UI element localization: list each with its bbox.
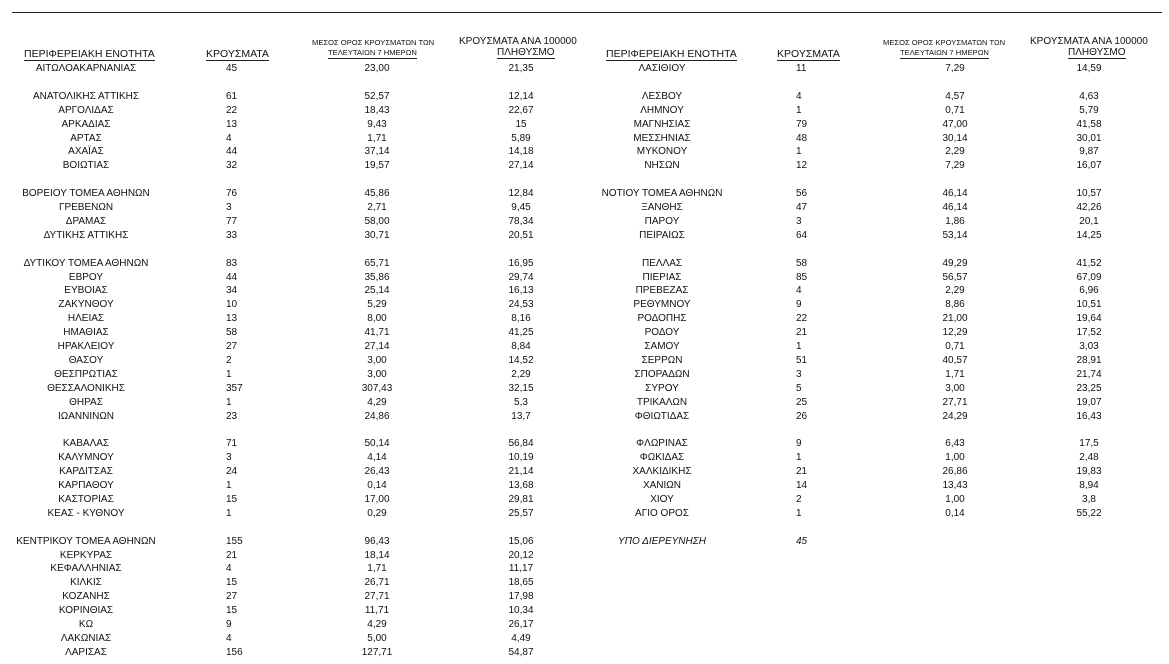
left-region-cell: ΖΑΚΥΝΘΟΥ xyxy=(58,299,114,311)
left-region-cell: ΚΑΡΠΑΘΟΥ xyxy=(58,480,114,491)
right-cases-cell: 3 xyxy=(796,215,802,227)
left-avg7-cell: 4,29 xyxy=(367,396,387,408)
right-per100k-cell: 2,48 xyxy=(1079,452,1099,464)
right-per100k-cell: 10,57 xyxy=(1076,188,1102,200)
left-region-cell: ΔΥΤΙΚΗΣ ΑΤΤΙΚΗΣ xyxy=(43,229,129,241)
left-per100k-cell: 8,16 xyxy=(511,313,531,325)
right-avg7-cell: 7,29 xyxy=(945,63,965,74)
right-region-cell: ΦΛΩΡΙΝΑΣ xyxy=(636,438,688,450)
left-avg7-cell: 307,43 xyxy=(361,382,393,394)
left-avg7-cell: 4,14 xyxy=(367,452,387,464)
right-region-cell: ΦΘΙΩΤΙΔΑΣ xyxy=(634,410,690,422)
left-per100k-cell: 27,14 xyxy=(508,160,534,172)
left-per100k-cell: 15,06 xyxy=(508,535,534,547)
left-header-avg-line1: ΜΕΣΟΣ ΟΡΟΣ ΚΡΟΥΣΜΑΤΩΝ ΤΩΝ xyxy=(312,38,435,47)
left-per100k-cell: 10,34 xyxy=(508,605,534,617)
left-region-cell: ΕΒΡΟΥ xyxy=(68,271,104,283)
left-cases-cell: 21 xyxy=(226,549,238,561)
right-region-cell: ΡΟΔΟΠΗΣ xyxy=(637,313,687,325)
right-region-cell: ΛΑΣΙΘΙΟΥ xyxy=(638,63,686,74)
left-per100k-cell: 56,84 xyxy=(508,438,534,450)
right-avg7-cell: 40,57 xyxy=(942,354,968,366)
left-region-cell: ΗΜΑΘΙΑΣ xyxy=(63,327,109,339)
left-region-cell: ΚΑΣΤΟΡΙΑΣ xyxy=(58,493,114,505)
right-region-cell: ΣΥΡΟΥ xyxy=(645,382,679,394)
left-region-cell: ΘΕΣΠΡΩΤΙΑΣ xyxy=(54,368,118,380)
right-avg7-cell: 56,57 xyxy=(942,271,968,283)
right-region-cell: ΧΑΝΙΩΝ xyxy=(642,480,682,491)
left-avg7-cell: 17,00 xyxy=(364,493,390,505)
left-cases-cell: 71 xyxy=(226,438,238,450)
left-region-cell: ΚΕΦΑΛΛΗΝΙΑΣ xyxy=(50,563,122,575)
right-region-cell: ΣΕΡΡΩΝ xyxy=(641,354,683,366)
right-per100k-cell: 19,64 xyxy=(1076,313,1102,325)
left-region-cell: ΔΡΑΜΑΣ xyxy=(65,215,107,227)
left-cases-cell: 58 xyxy=(226,327,238,339)
left-per100k-cell: 14,52 xyxy=(508,354,534,366)
left-region-cell: ΕΥΒΟΙΑΣ xyxy=(64,285,108,297)
left-region-cell: ΘΕΣΣΑΛΟΝΙΚΗΣ xyxy=(47,382,125,394)
right-avg7-cell: 0,71 xyxy=(945,104,965,116)
left-cases-cell: 44 xyxy=(226,271,238,283)
top-rule xyxy=(12,12,1162,13)
left-cases-cell: 3 xyxy=(226,452,232,464)
left-region-cell: ΑΙΤΩΛΟΑΚΑΡΝΑΝΙΑΣ xyxy=(35,63,137,74)
right-cases-cell: 11 xyxy=(796,63,807,74)
left-cases-cell: 15 xyxy=(226,493,238,505)
left-avg7-cell: 8,00 xyxy=(367,313,387,325)
right-avg7-cell xyxy=(910,536,1000,547)
right-avg7-cell: 12,29 xyxy=(942,327,968,339)
left-avg7-cell: 58,00 xyxy=(364,215,390,227)
right-per100k-cell: 21,74 xyxy=(1076,368,1102,380)
left-cases-cell: 1 xyxy=(226,507,232,519)
right-avg7-cell: 1,00 xyxy=(945,452,965,464)
right-per100k-cell: 9,87 xyxy=(1079,146,1099,158)
right-cases-cell: 9 xyxy=(796,438,802,450)
left-per100k-cell: 21,35 xyxy=(508,63,534,74)
left-cases-cell: 32 xyxy=(226,160,238,172)
left-cases-cell: 1 xyxy=(226,368,232,380)
right-region-cell: ΠΙΕΡΙΑΣ xyxy=(642,271,682,283)
left-cases-cell: 9 xyxy=(226,619,232,630)
right-per100k-cell: 17,5 xyxy=(1079,438,1099,450)
left-region-cell: ΚΕΝΤΡΙΚΟΥ ΤΟΜΕΑ ΑΘΗΝΩΝ xyxy=(16,535,156,547)
left-per100k-cell: 8,84 xyxy=(511,341,531,352)
left-cases-cell: 61 xyxy=(226,90,238,102)
left-cases-cell: 77 xyxy=(226,215,238,227)
right-avg7-cell: 0,71 xyxy=(945,341,965,352)
right-region-cell: ΝΗΣΩΝ xyxy=(644,160,680,172)
right-cases-cell: 45 xyxy=(796,535,808,547)
left-cases-cell: 3 xyxy=(226,202,232,213)
right-per100k-cell: 14,59 xyxy=(1076,63,1102,74)
right-avg7-cell: 1,71 xyxy=(945,368,965,380)
right-per100k-cell: 10,51 xyxy=(1076,299,1102,311)
right-cases-cell: 14 xyxy=(796,480,808,491)
left-cases-cell: 156 xyxy=(226,646,243,658)
left-avg7-cell: 41,71 xyxy=(364,327,390,339)
right-region-cell: ΛΕΣΒΟΥ xyxy=(641,90,683,102)
right-cases-cell: 21 xyxy=(796,327,808,339)
left-cases-cell: 13 xyxy=(226,118,238,130)
left-region-cell: ΗΛΕΙΑΣ xyxy=(67,313,105,325)
right-cases-cell: 47 xyxy=(796,202,808,213)
left-per100k-cell: 12,14 xyxy=(508,90,534,102)
right-region-cell: ΠΕΙΡΑΙΩΣ xyxy=(639,229,685,241)
left-region-cell: ΛΑΡΙΣΑΣ xyxy=(65,646,107,658)
left-avg7-cell: 127,71 xyxy=(361,646,393,658)
right-avg7-cell: 53,14 xyxy=(942,229,968,241)
left-region-cell: ΚΑΒΑΛΑΣ xyxy=(62,438,110,450)
right-avg7-cell: 2,29 xyxy=(945,285,965,297)
left-per100k-cell: 15 xyxy=(515,118,527,130)
right-region-cell: ΠΑΡΟΥ xyxy=(644,215,680,227)
left-avg7-cell: 3,00 xyxy=(367,368,387,380)
left-region-cell: ΑΝΑΤΟΛΙΚΗΣ ΑΤΤΙΚΗΣ xyxy=(32,90,140,102)
left-cases-cell: 15 xyxy=(226,577,238,589)
left-region-cell: ΑΡΓΟΛΙΔΑΣ xyxy=(58,104,114,116)
right-region-cell: ΧΑΛΚΙΔΙΚΗΣ xyxy=(632,466,692,478)
left-avg7-cell: 25,14 xyxy=(364,285,390,297)
left-cases-cell: 23 xyxy=(226,410,238,422)
right-region-cell: ΦΩΚΙΔΑΣ xyxy=(639,452,685,464)
right-avg7-cell: 49,29 xyxy=(942,257,968,269)
left-cases-cell: 1 xyxy=(226,480,232,491)
right-avg7-cell: 26,86 xyxy=(942,466,968,478)
left-header-per100k-line2: ΠΛΗΘΥΣΜΟ xyxy=(497,47,555,58)
left-cases-cell: 76 xyxy=(226,188,238,200)
right-per100k-cell: 19,83 xyxy=(1076,466,1102,478)
left-avg7-cell: 1,71 xyxy=(367,132,387,144)
left-per100k-cell: 22,67 xyxy=(508,104,534,116)
left-cases-cell: 15 xyxy=(226,605,238,617)
left-avg7-cell: 5,00 xyxy=(367,632,387,644)
left-region-cell: ΘΑΣΟΥ xyxy=(68,354,104,366)
right-cases-cell: 1 xyxy=(796,104,802,116)
left-region-cell: ΘΗΡΑΣ xyxy=(69,396,103,408)
right-per100k-cell: 3,03 xyxy=(1079,341,1099,352)
right-per100k-cell: 6,96 xyxy=(1079,285,1099,297)
left-region-cell: ΑΡΚΑΔΙΑΣ xyxy=(61,118,111,130)
left-region-cell: ΒΟΡΕΙΟΥ ΤΟΜΕΑ ΑΘΗΝΩΝ xyxy=(22,188,150,200)
right-header-region: ΠΕΡΙΦΕΡΕΙΑΚΗ ΕΝΟΤΗΤΑ xyxy=(606,48,737,60)
left-region-cell: ΛΑΚΩΝΙΑΣ xyxy=(60,632,112,644)
right-region-cell: ΧΙΟΥ xyxy=(650,493,674,505)
right-avg7-cell: 7,29 xyxy=(945,160,965,172)
right-avg7-cell: 30,14 xyxy=(942,132,968,144)
right-region-cell: ΥΠΟ ΔΙΕΡΕΥΝΗΣΗ xyxy=(618,535,706,547)
left-per100k-cell: 2,29 xyxy=(511,368,531,380)
left-avg7-cell: 1,71 xyxy=(367,563,387,575)
left-avg7-cell: 27,71 xyxy=(364,591,390,603)
left-cases-cell: 83 xyxy=(226,257,238,269)
left-header-avg-line2: ΤΕΛΕΥΤΑΙΩΝ 7 ΗΜΕΡΩΝ xyxy=(328,48,417,57)
right-cases-cell: 1 xyxy=(796,146,802,158)
right-per100k-cell: 55,22 xyxy=(1076,507,1102,519)
left-region-cell: ΗΡΑΚΛΕΙΟΥ xyxy=(57,341,115,352)
right-region-cell: ΑΓΙΟ ΟΡΟΣ xyxy=(635,507,689,519)
left-avg7-cell: 30,71 xyxy=(364,229,390,241)
left-region-cell: ΒΟΙΩΤΙΑΣ xyxy=(62,160,110,172)
left-avg7-cell: 18,43 xyxy=(364,104,390,116)
right-per100k-cell: 8,94 xyxy=(1079,480,1099,491)
right-avg7-cell: 27,71 xyxy=(942,396,968,408)
left-region-cell: ΚΩ xyxy=(78,619,94,630)
left-avg7-cell: 37,14 xyxy=(364,146,390,158)
left-avg7-cell: 5,29 xyxy=(367,299,387,311)
left-per100k-cell: 24,53 xyxy=(508,299,534,311)
left-cases-cell: 27 xyxy=(226,341,238,352)
left-region-cell: ΚΕΑΣ - ΚΥΘΝΟΥ xyxy=(47,507,125,519)
left-per100k-cell: 9,45 xyxy=(511,202,531,213)
left-region-cell: ΚΙΛΚΙΣ xyxy=(70,577,102,589)
right-region-cell: ΜΑΓΝΗΣΙΑΣ xyxy=(633,118,691,130)
right-avg7-cell: 13,43 xyxy=(942,480,968,491)
left-cases-cell: 357 xyxy=(226,382,243,394)
left-cases-cell: 10 xyxy=(226,299,238,311)
left-cases-cell: 155 xyxy=(226,535,243,547)
right-cases-cell: 4 xyxy=(796,90,802,102)
left-avg7-cell: 26,71 xyxy=(364,577,390,589)
left-per100k-cell: 14,18 xyxy=(508,146,534,158)
right-per100k-cell: 14,25 xyxy=(1076,229,1102,241)
right-region-cell: ΡΟΔΟΥ xyxy=(644,327,680,339)
left-avg7-cell: 35,86 xyxy=(364,271,390,283)
left-avg7-cell: 2,71 xyxy=(367,202,387,213)
right-cases-cell: 51 xyxy=(796,354,808,366)
right-per100k-cell: 42,26 xyxy=(1076,202,1102,213)
left-avg7-cell: 27,14 xyxy=(364,341,390,352)
left-region-cell: ΚΑΛΥΜΝΟΥ xyxy=(58,452,114,464)
right-avg7-cell: 47,00 xyxy=(942,118,968,130)
right-avg7-cell: 1,00 xyxy=(945,493,965,505)
left-per100k-cell: 10,19 xyxy=(508,452,534,464)
left-avg7-cell: 3,00 xyxy=(367,354,387,366)
right-per100k-cell: 41,58 xyxy=(1076,118,1102,130)
left-per100k-cell: 41,25 xyxy=(508,327,534,339)
right-cases-cell: 58 xyxy=(796,257,808,269)
left-avg7-cell: 96,43 xyxy=(364,535,390,547)
right-per100k-cell: 16,43 xyxy=(1076,410,1102,422)
left-per100k-cell: 11,17 xyxy=(508,563,534,575)
left-region-cell: ΚΑΡΔΙΤΣΑΣ xyxy=(59,466,113,478)
right-avg7-cell: 21,00 xyxy=(942,313,968,325)
right-per100k-cell: 19,07 xyxy=(1076,396,1102,408)
left-per100k-cell: 5,89 xyxy=(511,132,531,144)
left-avg7-cell: 11,71 xyxy=(364,605,390,617)
right-region-cell: ΠΕΛΛΑΣ xyxy=(641,257,683,269)
left-cases-cell: 24 xyxy=(226,466,238,478)
left-cases-cell: 13 xyxy=(226,313,238,325)
left-avg7-cell: 19,57 xyxy=(364,160,390,172)
right-per100k-cell: 17,52 xyxy=(1076,327,1102,339)
left-cases-cell: 33 xyxy=(226,229,238,241)
left-avg7-cell: 45,86 xyxy=(364,188,390,200)
left-cases-cell: 4 xyxy=(226,132,232,144)
right-header-avg-line2: ΤΕΛΕΥΤΑΙΩΝ 7 ΗΜΕΡΩΝ xyxy=(900,48,989,57)
right-per100k-cell: 30,01 xyxy=(1076,132,1102,144)
left-per100k-cell: 13,68 xyxy=(508,480,534,491)
left-per100k-cell: 17,98 xyxy=(508,591,534,603)
right-per100k-cell: 16,07 xyxy=(1076,160,1102,172)
left-region-cell: ΔΥΤΙΚΟΥ ΤΟΜΕΑ ΑΘΗΝΩΝ xyxy=(23,257,149,269)
left-avg7-cell: 4,29 xyxy=(367,619,387,630)
right-cases-cell: 2 xyxy=(796,493,802,505)
left-per100k-cell: 18,65 xyxy=(508,577,534,589)
right-region-cell: ΤΡΙΚΑΛΩΝ xyxy=(636,396,688,408)
right-cases-cell: 22 xyxy=(796,313,808,325)
right-cases-cell: 1 xyxy=(796,507,802,519)
right-cases-cell: 64 xyxy=(796,229,808,241)
right-region-cell: ΣΑΜΟΥ xyxy=(644,341,680,352)
left-region-cell: ΑΡΤΑΣ xyxy=(70,132,102,144)
left-cases-cell: 45 xyxy=(226,63,238,74)
left-per100k-cell: 12,84 xyxy=(508,188,534,200)
left-per100k-cell: 29,74 xyxy=(508,271,534,283)
right-per100k-cell: 4,63 xyxy=(1079,90,1099,102)
right-per100k-cell: 3,8 xyxy=(1082,493,1096,505)
left-header-region: ΠΕΡΙΦΕΡΕΙΑΚΗ ΕΝΟΤΗΤΑ xyxy=(24,48,155,60)
right-per100k-cell: 28,91 xyxy=(1076,354,1102,366)
right-per100k-cell: 23,25 xyxy=(1076,382,1102,394)
left-per100k-cell: 20,12 xyxy=(508,549,534,561)
right-avg7-cell: 46,14 xyxy=(942,188,968,200)
left-header-cases: ΚΡΟΥΣΜΑΤΑ xyxy=(206,48,269,60)
right-per100k-cell: 41,52 xyxy=(1076,257,1102,269)
right-avg7-cell: 6,43 xyxy=(945,438,965,450)
left-cases-cell: 4 xyxy=(226,563,232,575)
right-cases-cell: 21 xyxy=(796,466,808,478)
right-avg7-cell: 3,00 xyxy=(945,382,965,394)
left-cases-cell: 1 xyxy=(226,396,232,408)
right-per100k-cell xyxy=(1049,536,1129,547)
left-region-cell: ΚΟΡΙΝΘΙΑΣ xyxy=(58,605,114,617)
right-cases-cell: 56 xyxy=(796,188,808,200)
left-cases-cell: 27 xyxy=(226,591,238,603)
left-per100k-cell: 20,51 xyxy=(508,229,534,241)
right-cases-cell: 85 xyxy=(796,271,808,283)
left-avg7-cell: 26,43 xyxy=(364,466,390,478)
right-cases-cell: 79 xyxy=(796,118,808,130)
right-header-cases: ΚΡΟΥΣΜΑΤΑ xyxy=(777,48,840,60)
left-avg7-cell: 0,14 xyxy=(367,480,387,491)
right-cases-cell: 48 xyxy=(796,132,808,144)
left-avg7-cell: 18,14 xyxy=(364,549,390,561)
right-avg7-cell: 24,29 xyxy=(942,410,968,422)
right-avg7-cell: 8,86 xyxy=(945,299,965,311)
left-avg7-cell: 9,43 xyxy=(367,118,387,130)
right-cases-cell: 4 xyxy=(796,285,802,297)
left-avg7-cell: 50,14 xyxy=(364,438,390,450)
right-region-cell: ΣΠΟΡΑΔΩΝ xyxy=(634,368,690,380)
right-cases-cell: 3 xyxy=(796,368,802,380)
right-region-cell: ΞΑΝΘΗΣ xyxy=(641,202,683,213)
left-per100k-cell: 25,57 xyxy=(508,507,534,519)
right-region-cell: ΠΡΕΒΕΖΑΣ xyxy=(635,285,689,297)
right-cases-cell: 26 xyxy=(796,410,808,422)
right-cases-cell: 5 xyxy=(796,382,802,394)
left-cases-cell: 34 xyxy=(226,285,238,297)
right-region-cell: ΡΕΘΥΜΝΟΥ xyxy=(633,299,691,311)
left-per100k-cell: 29,81 xyxy=(508,493,534,505)
left-per100k-cell: 21,14 xyxy=(508,466,534,478)
left-per100k-cell: 78,34 xyxy=(508,215,534,227)
right-per100k-cell: 5,79 xyxy=(1079,104,1099,116)
left-avg7-cell: 0,29 xyxy=(367,507,387,519)
right-cases-cell: 12 xyxy=(796,160,808,172)
right-cases-cell: 9 xyxy=(796,299,802,311)
left-per100k-cell: 32,15 xyxy=(508,382,534,394)
right-header-per100k-line1: ΚΡΟΥΣΜΑΤΑ ΑΝΑ 100000 xyxy=(1030,36,1148,47)
left-cases-cell: 2 xyxy=(226,354,232,366)
left-region-cell: ΚΟΖΑΝΗΣ xyxy=(62,591,110,603)
right-per100k-cell: 67,09 xyxy=(1076,271,1102,283)
left-region-cell: ΚΕΡΚΥΡΑΣ xyxy=(59,549,113,561)
right-header-per100k-line2: ΠΛΗΘΥΣΜΟ xyxy=(1068,47,1126,58)
left-per100k-cell: 16,13 xyxy=(508,285,534,297)
right-avg7-cell: 0,14 xyxy=(945,507,965,519)
right-avg7-cell: 1,86 xyxy=(945,215,965,227)
right-cases-cell: 1 xyxy=(796,452,802,464)
right-avg7-cell: 4,57 xyxy=(945,90,965,102)
right-region-cell: ΜΥΚΟΝΟΥ xyxy=(636,146,688,158)
right-header-avg-line1: ΜΕΣΟΣ ΟΡΟΣ ΚΡΟΥΣΜΑΤΩΝ ΤΩΝ xyxy=(883,38,1006,47)
left-per100k-cell: 4,49 xyxy=(511,632,531,644)
left-cases-cell: 22 xyxy=(226,104,238,116)
left-avg7-cell: 65,71 xyxy=(364,257,390,269)
left-per100k-cell: 5,3 xyxy=(514,396,528,408)
left-region-cell: ΙΩΑΝΝΙΝΩΝ xyxy=(57,410,115,422)
right-cases-cell: 1 xyxy=(796,341,802,352)
left-avg7-cell: 24,86 xyxy=(364,410,390,422)
right-avg7-cell: 2,29 xyxy=(945,146,965,158)
right-region-cell: ΝΟΤΙΟΥ ΤΟΜΕΑ ΑΘΗΝΩΝ xyxy=(601,188,723,200)
left-per100k-cell: 16,95 xyxy=(508,257,534,269)
left-per100k-cell: 26,17 xyxy=(508,619,534,630)
left-cases-cell: 44 xyxy=(226,146,238,158)
right-per100k-cell: 20,1 xyxy=(1079,215,1099,227)
right-cases-cell: 25 xyxy=(796,396,808,408)
right-region-cell: ΛΗΜΝΟΥ xyxy=(640,104,684,116)
right-avg7-cell: 46,14 xyxy=(942,202,968,213)
left-per100k-cell: 13,7 xyxy=(511,410,531,422)
left-region-cell: ΓΡΕΒΕΝΩΝ xyxy=(58,202,114,213)
right-region-cell: ΜΕΣΣΗΝΙΑΣ xyxy=(633,132,691,144)
left-avg7-cell: 23,00 xyxy=(364,63,390,74)
left-region-cell: ΑΧΑΪΑΣ xyxy=(68,146,104,158)
left-avg7-cell: 52,57 xyxy=(364,90,390,102)
left-per100k-cell: 54,87 xyxy=(508,646,534,658)
left-cases-cell: 4 xyxy=(226,632,232,644)
left-header-per100k-line1: ΚΡΟΥΣΜΑΤΑ ΑΝΑ 100000 xyxy=(459,36,577,47)
